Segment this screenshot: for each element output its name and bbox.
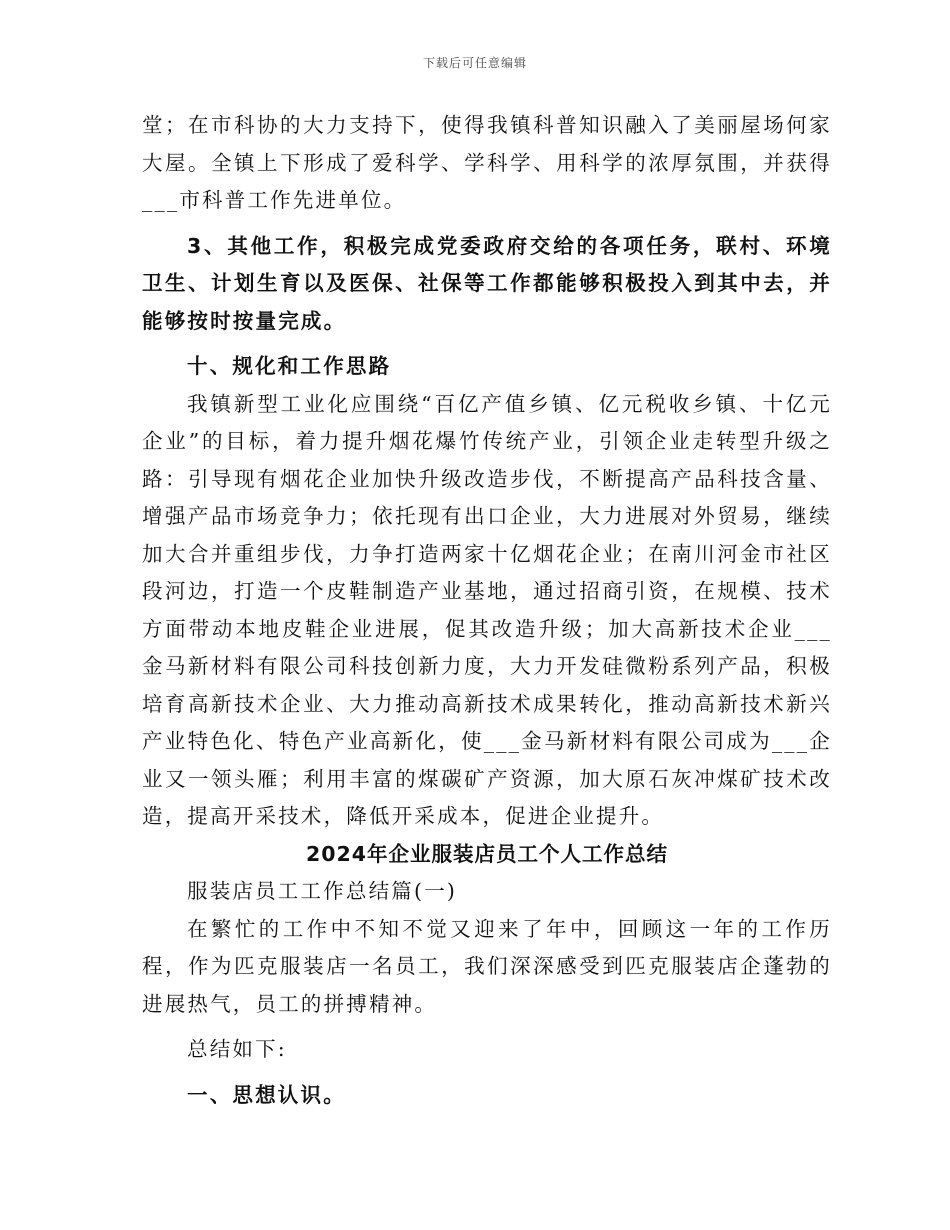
page-header: 下载后可任意编辑 bbox=[422, 56, 527, 70]
document-title: 2024年企业服装店员工个人工作总结 bbox=[305, 841, 669, 866]
paragraph-industrialization: 我镇新型工业化应围绕“百亿产值乡镇、亿元税收乡镇、十亿元企业”的目标，着力提升烟花爆竹传统产业，引领企业走转型升级之路：引导现有烟花企业加快升级改造步伐，不断提高产品科技含量、增强产品市场竞争力；依托现有出口企业，大力进展对外贸易，继续加大合并重组步伐，力争打造两家十亿烟花企业；在南川河金市社区段河边，打造一个皮鞋制造产业基地，通过招商引资，在规模、技术方面带动本地皮鞋企业进展，促其改造升级；加大高新技术企业___金马新材料有限公司科技创新力度，大力开发硅微粉系列产品，积极培育高新技术企业、大力推动高新技术成果转化，推动高新技术新兴产业特色化、特色产业高新化，使___金马新材料有限公司成为___企业又一领头雁；利用丰富的煤碳矿产资源，加大原石灰冲煤矿技术改造，提高开采技术，降低开采成本，促进企业提升。 bbox=[142, 391, 832, 828]
section-heading-work-plan: 十、规化和工作思路 bbox=[187, 354, 392, 378]
document-body bbox=[142, 107, 832, 1114]
subtitle-part-one: 服装店员工工作总结篇(一) bbox=[187, 879, 458, 903]
paragraph-summary-lead: 总结如下: bbox=[187, 1037, 287, 1061]
paragraph-other-work: 3、其他工作，积极完成党委政府交给的各项任务，联村、环境卫生、计划生育以及医保、社保等工作都能够积极投入到其中去，并能够按时按量完成。 bbox=[142, 233, 832, 333]
section-heading-thoughts: 一、思想认识。 bbox=[187, 1082, 346, 1107]
paragraph-intro: 在繁忙的工作中不知不觉又迎来了年中，回顾这一年的工作历程，作为匹克服装店一名员工，我们深深感受到匹克服装店企蓬勃的进展热气，员工的拼搏精神。 bbox=[142, 916, 832, 1016]
paragraph-science-popularization: 堂；在市科协的大力支持下，使得我镇科普知识融入了美丽屋场何家大屋。全镇上下形成了爱科学、学科学、用科学的浓厚氛围，并获得___市科普工作先进单位。 bbox=[142, 113, 832, 212]
